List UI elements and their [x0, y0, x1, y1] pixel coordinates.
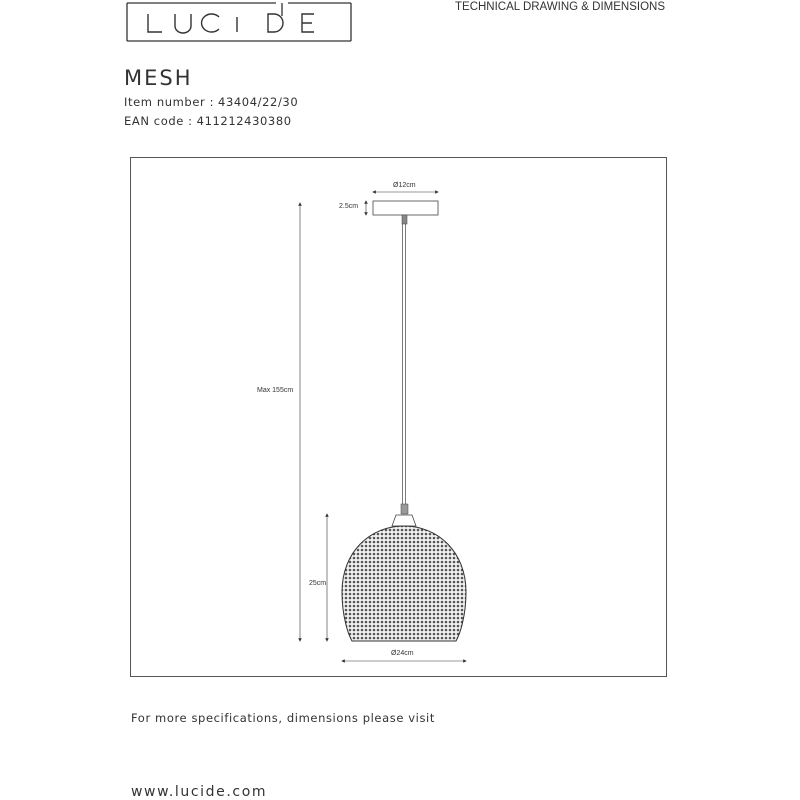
item-number-value: 43404/22/30	[218, 95, 299, 109]
website-link[interactable]: www.lucide.com	[131, 784, 268, 800]
item-number-label: Item number :	[124, 95, 215, 109]
ean-value: 411212430380	[196, 114, 292, 128]
footer-note: For more specifications, dimensions please visit	[131, 711, 435, 725]
mesh-shade	[342, 526, 466, 641]
shade-cap	[392, 515, 416, 526]
shade-height-label: 25cm	[309, 580, 327, 587]
canopy-height-label: 2.5cm	[339, 203, 359, 210]
ean-label: EAN code :	[124, 114, 193, 128]
document-type: TECHNICAL DRAWING & DIMENSIONS	[455, 1, 665, 13]
shade-diameter-label: Ø24cm	[391, 650, 414, 657]
max-height-label: Max 155cm	[257, 387, 294, 394]
lamp-holder	[401, 504, 408, 514]
cable-grip	[402, 215, 407, 224]
canopy-shape	[373, 201, 438, 215]
canopy-diameter-label: Ø12cm	[393, 182, 416, 189]
product-name: MESH	[124, 66, 193, 90]
